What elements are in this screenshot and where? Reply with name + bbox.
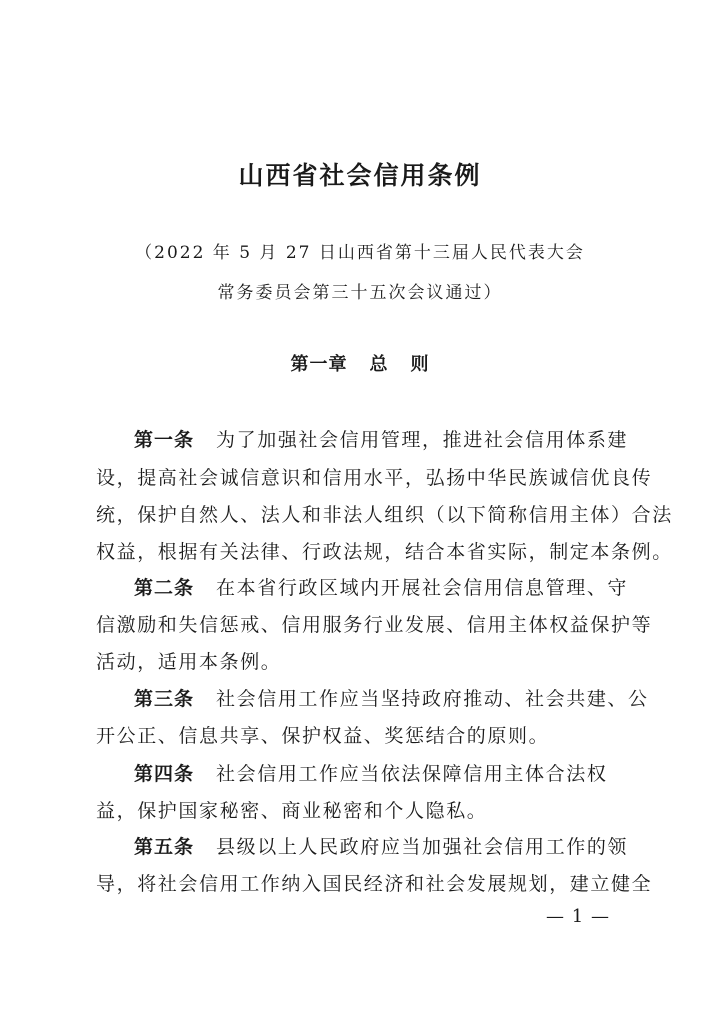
article-1-line-3: 统，保护自然人、法人和非法人组织（以下简称信用主体）合法 (96, 504, 673, 526)
subtitle-line-1: （2022 年 5 月 27 日山西省第十三届人民代表大会 (135, 243, 585, 263)
article-label: 第四条 (134, 763, 195, 785)
article-1-line-1 (134, 422, 630, 458)
chapter-number: 第一章 (290, 354, 348, 375)
article-label: 第一条 (134, 429, 195, 451)
page-number: — 1 — (546, 906, 610, 927)
chapter-title-char-2: 则 (410, 354, 430, 375)
article-text: 为了加强社会信用管理，推进社会信用体系建 (216, 429, 629, 451)
chapter-title-char-1: 总 (369, 354, 389, 375)
article-2-line-3: 活动，适用本条例。 (96, 651, 282, 673)
article-5-line-2: 导，将社会信用工作纳入国民经济和社会发展规划，建立健全 (96, 873, 653, 895)
article-2-line-2: 信激励和失信惩戒、信用服务行业发展、信用主体权益保护等 (96, 614, 653, 636)
article-5-line-1 (134, 829, 630, 865)
article-label: 第五条 (134, 836, 195, 858)
article-4-line-2: 益，保护国家秘密、商业秘密和个人隐私。 (96, 800, 488, 822)
article-1-line-4: 权益，根据有关法律、行政法规，结合本省实际，制定本条例。 (96, 541, 673, 563)
chapter-heading (0, 350, 720, 376)
article-text: 社会信用工作应当坚持政府推动、社会共建、公 (216, 688, 649, 710)
article-3-line-2: 开公正、信息共享、保护权益、奖惩结合的原则。 (96, 725, 550, 747)
article-text: 在本省行政区域内开展社会信用信息管理、守 (216, 577, 629, 599)
article-4-line-1 (134, 756, 630, 792)
article-label: 第二条 (134, 577, 195, 599)
article-1-line-2: 设，提高社会诚信意识和信用水平，弘扬中华民族诚信优良传 (96, 467, 653, 489)
subtitle-line-2: 常务委员会第三十五次会议通过） (217, 283, 503, 303)
article-3-line-1 (134, 681, 649, 717)
article-2-line-1 (134, 570, 630, 606)
article-text: 县级以上人民政府应当加强社会信用工作的领 (216, 836, 629, 858)
article-text: 社会信用工作应当依法保障信用主体合法权 (216, 763, 608, 785)
document-title: 山西省社会信用条例 (238, 161, 482, 190)
article-label: 第三条 (134, 688, 195, 710)
